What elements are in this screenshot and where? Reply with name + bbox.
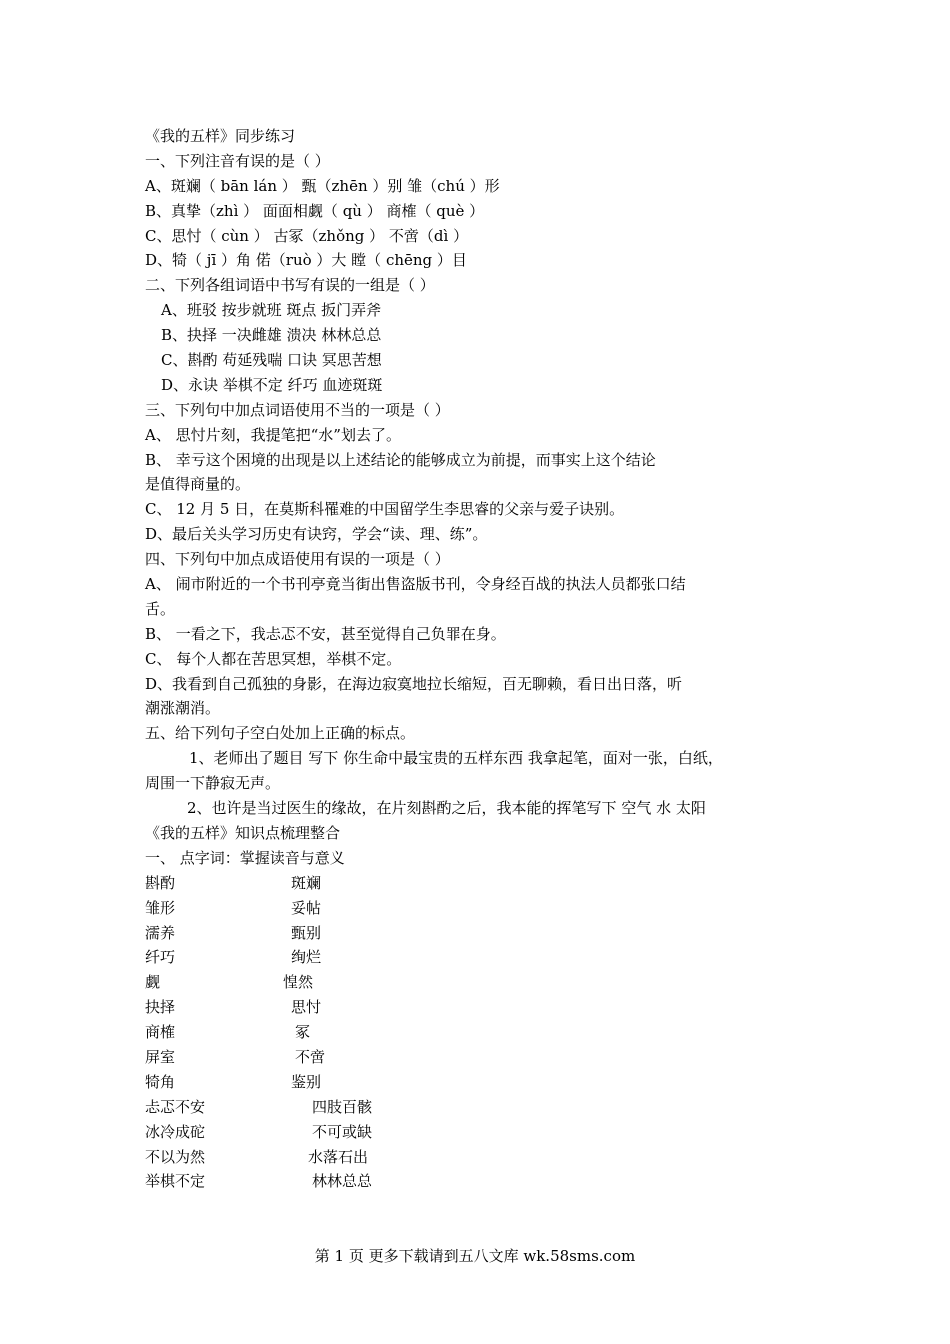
vocab-row — [145, 995, 825, 1020]
vocab-left: 商榷 — [145, 1023, 176, 1042]
vocab-right: 思忖 — [291, 998, 322, 1017]
vocab-right: 冢 — [295, 1023, 311, 1042]
vocab-right: 水落石出 — [308, 1147, 369, 1166]
q4-option-a-line1: A、 闹市附近的一个书刊亭竟当街出售盗版书刊，令身经百战的执法人员都张口结 — [145, 575, 686, 594]
vocab-row — [145, 1145, 825, 1170]
vocab-row — [145, 1020, 825, 1045]
vocab-row — [145, 896, 825, 921]
knowledge-title: 《我的五样》知识点梳理整合 — [145, 823, 341, 842]
vocab-right: 鉴别 — [291, 1072, 322, 1091]
vocab-right: 四肢百骸 — [312, 1097, 373, 1116]
q2-option-a: A、班驳 按步就班 斑点 扳门弄斧 — [161, 301, 382, 320]
vocab-right: 绚烂 — [291, 948, 322, 967]
vocab-right: 惶然 — [283, 973, 314, 992]
vocab-left: 犄角 — [145, 1072, 176, 1091]
q3-option-d: D、最后关头学习历史有诀窍，学会“读、理、练”。 — [145, 525, 488, 544]
vocab-row — [145, 1120, 825, 1145]
q1-option-c: C、思忖（ cùn ） 古冢（zhǒng ） 不啻（dì ） — [145, 226, 469, 245]
q3-option-a: A、 思忖片刻，我提笔把“水”划去了。 — [145, 425, 401, 444]
vocab-row — [145, 1169, 825, 1194]
vocab-row — [145, 871, 825, 896]
vocab-right: 林林总总 — [312, 1172, 373, 1191]
q1-option-a: A、斑斓（ bān lán ） 甄（zhēn ）别 雏（chú ）形 — [145, 176, 500, 195]
vocab-right: 妥帖 — [291, 898, 322, 917]
q1-stem: 一、下列注音有误的是（ ） — [145, 151, 330, 170]
vocab-left: 举棋不定 — [145, 1172, 206, 1191]
q4-option-d-line1: D、我看到自己孤独的身影，在海边寂寞地拉长缩短，百无聊赖，看日出日落，听 — [145, 674, 683, 693]
vocab-left: 斟酌 — [145, 873, 176, 892]
q5-sentence-1-line1: 1、老师出了题目 写下 你生命中最宝贵的五样东西 我拿起笔，面对一张，白纸， — [189, 749, 723, 768]
q3-stem: 三、下列句中加点词语使用不当的一项是（ ） — [145, 400, 450, 419]
q2-option-c: C、斟酌 苟延残喘 口诀 冥思苦想 — [161, 351, 382, 370]
knowledge-section-heading: 一、 点字词：掌握读音与意义 — [145, 848, 345, 867]
vocab-left: 屏室 — [145, 1047, 176, 1066]
q2-option-d: D、永诀 举棋不定 纤巧 血迹斑斑 — [161, 375, 383, 394]
vocab-left: 抉择 — [145, 998, 176, 1017]
q2-stem: 二、下列各组词语中书写有误的一组是（ ） — [145, 276, 435, 295]
vocab-right: 不啻 — [295, 1047, 326, 1066]
vocab-left: 不以为然 — [145, 1147, 206, 1166]
vocab-left: 冰冷成砣 — [145, 1122, 206, 1141]
vocab-right: 不可或缺 — [312, 1122, 373, 1141]
document-body — [145, 124, 825, 1194]
vocab-row — [145, 1095, 825, 1120]
q5-sentence-2: 2、也许是当过医生的缘故，在片刻斟酌之后，我本能的挥笔写下 空气 水 太阳 — [187, 799, 706, 818]
q4-stem: 四、下列句中加点成语使用有误的一项是（ ） — [145, 550, 450, 569]
q3-option-c: C、 12 月 5 日，在莫斯科罹难的中国留学生李思睿的父亲与爱子诀别。 — [145, 500, 625, 519]
q1-option-d: D、犄（ jī ）角 偌（ruò ）大 瞠（ chēng ）目 — [145, 251, 467, 270]
vocab-row — [145, 1045, 825, 1070]
q2-option-b: B、抉择 一决雌雄 溃决 林林总总 — [161, 326, 382, 345]
q5-sentence-1-line2: 周围一下静寂无声。 — [145, 774, 281, 793]
q3-option-b-line2: 是值得商量的。 — [145, 475, 251, 494]
vocab-right: 斑斓 — [291, 873, 322, 892]
q4-option-c: C、 每个人都在苦思冥想，举棋不定。 — [145, 649, 402, 668]
page-footer: 第 1 页 更多下载请到五八文库 wk.58sms.com — [314, 1247, 636, 1265]
q5-stem: 五、给下列句子空白处加上正确的标点。 — [145, 724, 416, 743]
vocab-row — [145, 921, 825, 946]
vocab-left: 觑 — [145, 973, 161, 992]
q1-option-b: B、真挚（zhì ） 面面相觑（ qù ） 商榷（ què ） — [145, 201, 485, 220]
q3-option-b-line1: B、 幸亏这个困境的出现是以上述结论的能够成立为前提，而事实上这个结论 — [145, 450, 656, 469]
q4-option-d-line2: 潮涨潮消。 — [145, 699, 221, 718]
q4-option-b: B、 一看之下，我忐忑不安，甚至觉得自己负罪在身。 — [145, 624, 506, 643]
vocab-right: 甄别 — [291, 923, 322, 942]
vocab-left: 忐忑不安 — [145, 1097, 206, 1116]
vocab-left: 纤巧 — [145, 948, 176, 967]
document-title: 《我的五样》同步练习 — [145, 127, 296, 145]
vocab-row — [145, 970, 825, 995]
vocab-left: 濡养 — [145, 923, 176, 942]
vocab-row — [145, 1070, 825, 1095]
vocab-row — [145, 945, 825, 970]
q4-option-a-line2: 舌。 — [145, 599, 176, 618]
vocab-left: 雏形 — [145, 898, 176, 917]
